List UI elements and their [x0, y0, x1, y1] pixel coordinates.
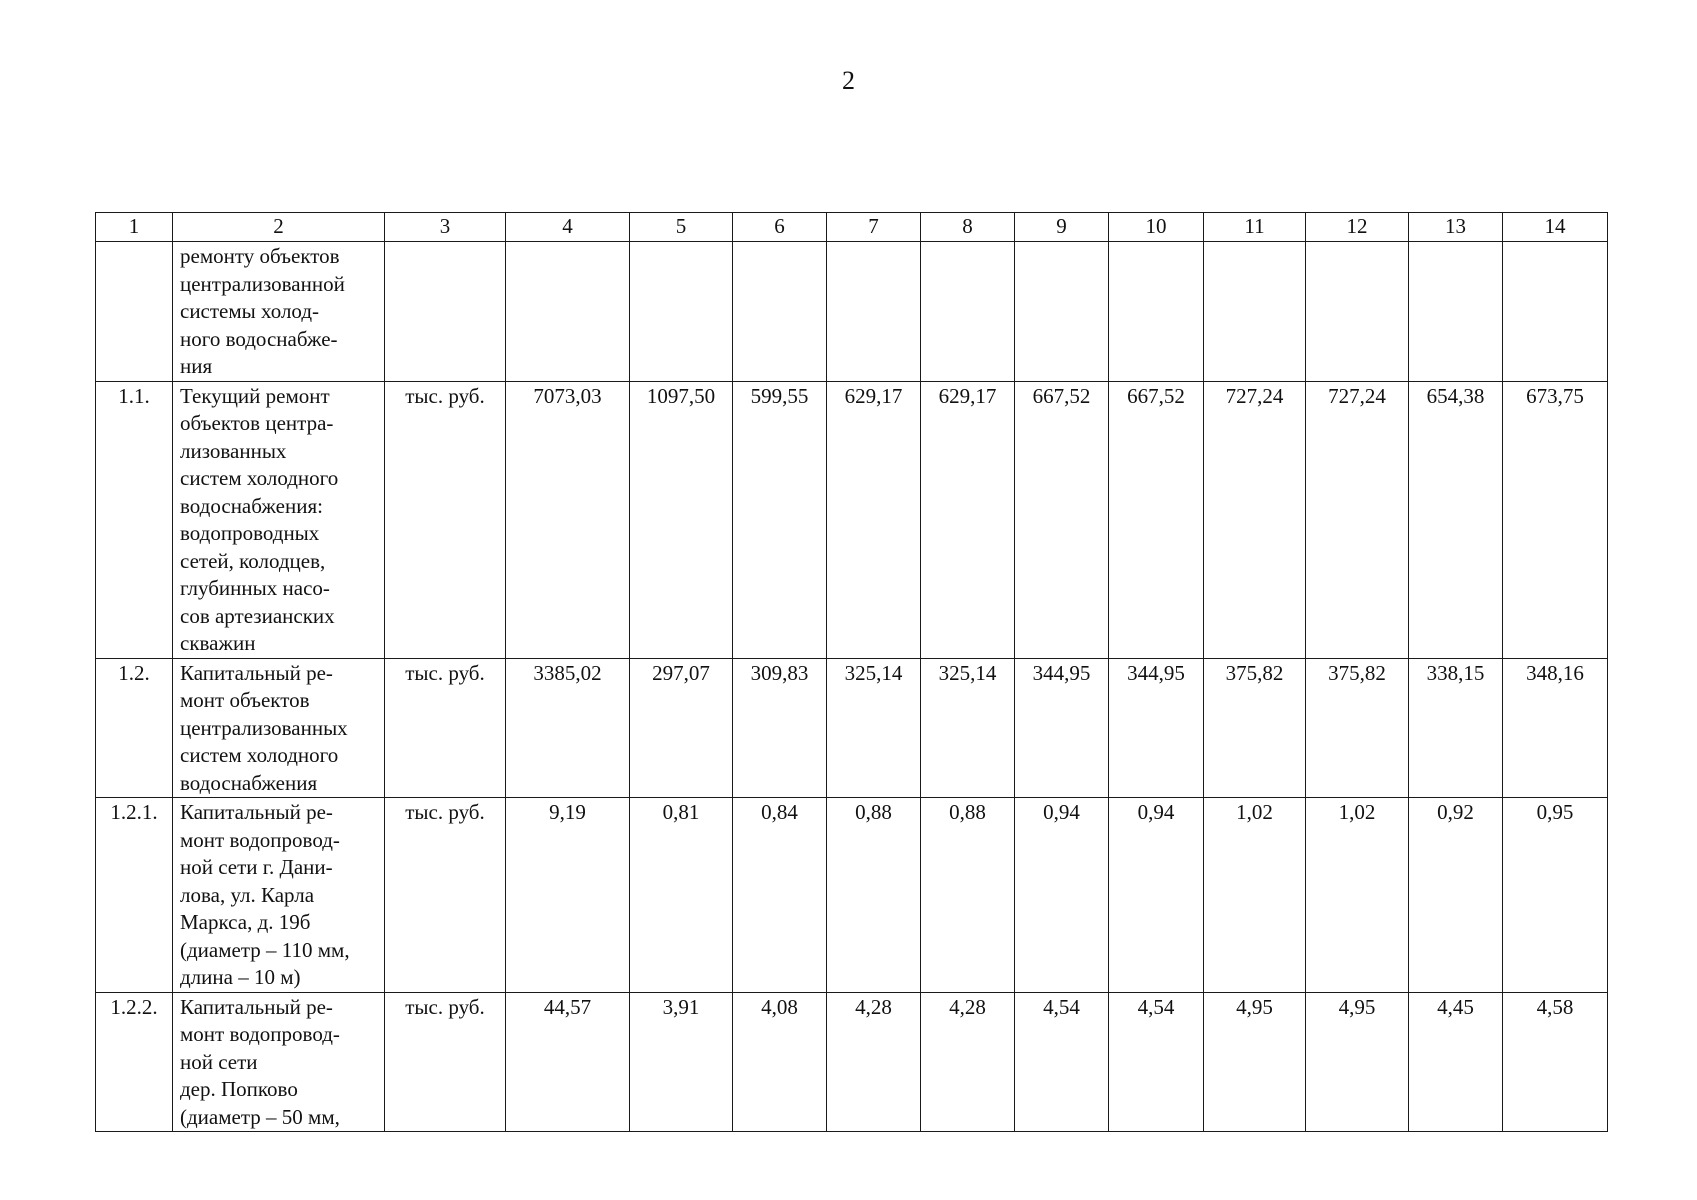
row-number — [96, 242, 173, 382]
value-cell: 4,45 — [1409, 992, 1503, 1132]
table-row — [96, 658, 1608, 798]
value-cell: 4,28 — [827, 992, 921, 1132]
value-cell: 673,75 — [1503, 381, 1608, 658]
value-cell — [506, 242, 630, 382]
value-cell: 0,94 — [1015, 798, 1109, 993]
value-cell: 0,92 — [1409, 798, 1503, 993]
value-cell: 4,95 — [1204, 992, 1306, 1132]
value-cell: 309,83 — [733, 658, 827, 798]
value-cell: 4,54 — [1015, 992, 1109, 1132]
value-cell: 3,91 — [630, 992, 733, 1132]
value-cell: 599,55 — [733, 381, 827, 658]
value-cell: 344,95 — [1109, 658, 1204, 798]
value-cell: 1,02 — [1306, 798, 1409, 993]
value-cell — [1015, 242, 1109, 382]
value-cell — [1503, 242, 1608, 382]
value-cell: 375,82 — [1204, 658, 1306, 798]
value-cell: 338,15 — [1409, 658, 1503, 798]
value-cell: 4,08 — [733, 992, 827, 1132]
value-cell — [1204, 242, 1306, 382]
column-header: 1 — [96, 213, 173, 242]
column-header: 8 — [921, 213, 1015, 242]
value-cell: 654,38 — [1409, 381, 1503, 658]
page-number: 2 — [842, 66, 855, 95]
value-cell: 629,17 — [827, 381, 921, 658]
value-cell: 325,14 — [827, 658, 921, 798]
column-header: 4 — [506, 213, 630, 242]
table-container — [95, 212, 1608, 1132]
value-cell: 727,24 — [1306, 381, 1409, 658]
row-name: ремонту объектов централизованной системы холод- ного водоснабже- ния — [173, 242, 385, 382]
column-header: 7 — [827, 213, 921, 242]
row-name: Капитальный ре- монт объектов централизованных систем холодного водоснабжения — [173, 658, 385, 798]
column-header: 11 — [1204, 213, 1306, 242]
value-cell: 44,57 — [506, 992, 630, 1132]
value-cell: 0,95 — [1503, 798, 1608, 993]
value-cell: 667,52 — [1015, 381, 1109, 658]
value-cell: 0,81 — [630, 798, 733, 993]
column-header: 14 — [1503, 213, 1608, 242]
row-number: 1.2. — [96, 658, 173, 798]
value-cell: 1097,50 — [630, 381, 733, 658]
value-cell — [1109, 242, 1204, 382]
row-unit: тыс. руб. — [385, 658, 506, 798]
value-cell — [1409, 242, 1503, 382]
value-cell — [921, 242, 1015, 382]
value-cell — [733, 242, 827, 382]
value-cell: 297,07 — [630, 658, 733, 798]
row-unit: тыс. руб. — [385, 992, 506, 1132]
column-header: 3 — [385, 213, 506, 242]
data-table — [95, 212, 1608, 1132]
column-header: 2 — [173, 213, 385, 242]
value-cell: 4,95 — [1306, 992, 1409, 1132]
row-unit: тыс. руб. — [385, 381, 506, 658]
table-row — [96, 381, 1608, 658]
value-cell: 344,95 — [1015, 658, 1109, 798]
column-header: 9 — [1015, 213, 1109, 242]
row-number: 1.2.2. — [96, 992, 173, 1132]
value-cell: 0,84 — [733, 798, 827, 993]
value-cell: 629,17 — [921, 381, 1015, 658]
value-cell: 4,58 — [1503, 992, 1608, 1132]
column-header: 5 — [630, 213, 733, 242]
column-header: 13 — [1409, 213, 1503, 242]
value-cell: 3385,02 — [506, 658, 630, 798]
value-cell: 375,82 — [1306, 658, 1409, 798]
value-cell — [1306, 242, 1409, 382]
table-row — [96, 798, 1608, 993]
header-row — [96, 213, 1608, 242]
value-cell: 325,14 — [921, 658, 1015, 798]
value-cell: 348,16 — [1503, 658, 1608, 798]
column-header: 6 — [733, 213, 827, 242]
value-cell: 0,88 — [921, 798, 1015, 993]
value-cell: 727,24 — [1204, 381, 1306, 658]
row-unit — [385, 242, 506, 382]
table-row — [96, 242, 1608, 382]
value-cell — [630, 242, 733, 382]
value-cell: 667,52 — [1109, 381, 1204, 658]
row-number: 1.1. — [96, 381, 173, 658]
column-header: 10 — [1109, 213, 1204, 242]
row-name: Капитальный ре- монт водопровод- ной сети г. Дани- лова, ул. Карла Маркса, д. 19б (диаметр – 110 мм, длина – 10 м) — [173, 798, 385, 993]
table-row — [96, 992, 1608, 1132]
row-name: Текущий ремонт объектов центра- лизованных систем холодного водоснабжения: водопроводных сетей, колодцев, глубинных насо- сов артезианских скважин — [173, 381, 385, 658]
row-name: Капитальный ре- монт водопровод- ной сети дер. Попково (диаметр – 50 мм, — [173, 992, 385, 1132]
row-number: 1.2.1. — [96, 798, 173, 993]
value-cell: 4,54 — [1109, 992, 1204, 1132]
value-cell — [827, 242, 921, 382]
value-cell: 1,02 — [1204, 798, 1306, 993]
value-cell: 0,88 — [827, 798, 921, 993]
column-header: 12 — [1306, 213, 1409, 242]
value-cell: 4,28 — [921, 992, 1015, 1132]
value-cell: 7073,03 — [506, 381, 630, 658]
value-cell: 9,19 — [506, 798, 630, 993]
row-unit: тыс. руб. — [385, 798, 506, 993]
value-cell: 0,94 — [1109, 798, 1204, 993]
